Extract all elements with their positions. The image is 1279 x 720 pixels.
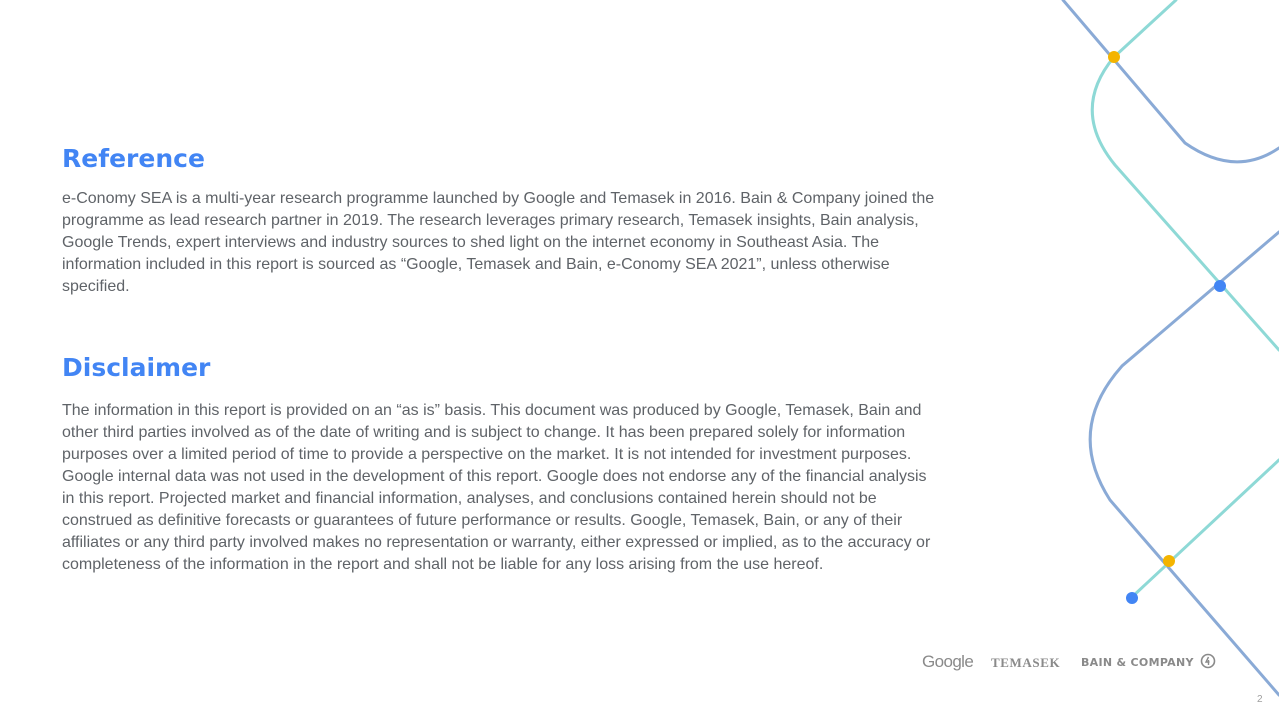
disclaimer-body: The information in this report is provided on an “as is” basis. This document was produced by Google, Temasek, Bain and other third parties involved as of the date of writing and is subject to change. It has been prepared solely for information purposes over a limited period of time to provide a perspective on the market. It is not intended for investment purposes. Google internal data was not used in the development of this report. Google does not endorse any of the financial analysis in this report. Projected market and financial information, analyses, and conclusions contained herein should not be construed as definitive forecasts or guarantees of future performance or results. Google, Temasek, Bain, or any of their affiliates or any third party involved makes no representation or warranty, either expressed or implied, as to the accuracy or completeness of the information in the report and shall not be liable for any loss arising from the use hereof. <box>62 402 931 573</box>
partner-logos <box>920 652 1220 674</box>
bain-circle-logo-icon <box>1200 653 1216 669</box>
bain-logo: BAIN & COMPANY <box>1081 656 1194 669</box>
reference-body: e-Conomy SEA is a multi-year research programme launched by Google and Temasek in 2016. Bain & Company joined the programme as lead research partner in 2019. The research leverages primary research, Temasek insights, Bain analysis, Google Trends, expert interviews and industry sources to shed light on the internet economy in Southeast Asia. The information included in this report is sourced as “Google, Temasek and Bain, e-Conomy SEA 2021”, unless otherwise specified. <box>62 190 935 295</box>
yellow-dot-top <box>1108 51 1120 63</box>
page-number: 2 <box>1257 694 1263 705</box>
blue-line-middle <box>1090 232 1279 695</box>
google-logo: Google <box>922 652 974 671</box>
temasek-logo: TEMASEK <box>991 655 1061 670</box>
blue-dot-bottom <box>1126 592 1138 604</box>
teal-line-bottom <box>1132 460 1279 597</box>
blue-line-top <box>1063 0 1279 162</box>
yellow-dot-bottom <box>1163 555 1175 567</box>
disclaimer-heading: Disclaimer <box>62 353 211 382</box>
teal-line <box>1092 0 1279 350</box>
decorative-network-lines <box>1040 0 1279 720</box>
blue-dot-middle <box>1214 280 1226 292</box>
reference-heading: Reference <box>62 144 205 173</box>
